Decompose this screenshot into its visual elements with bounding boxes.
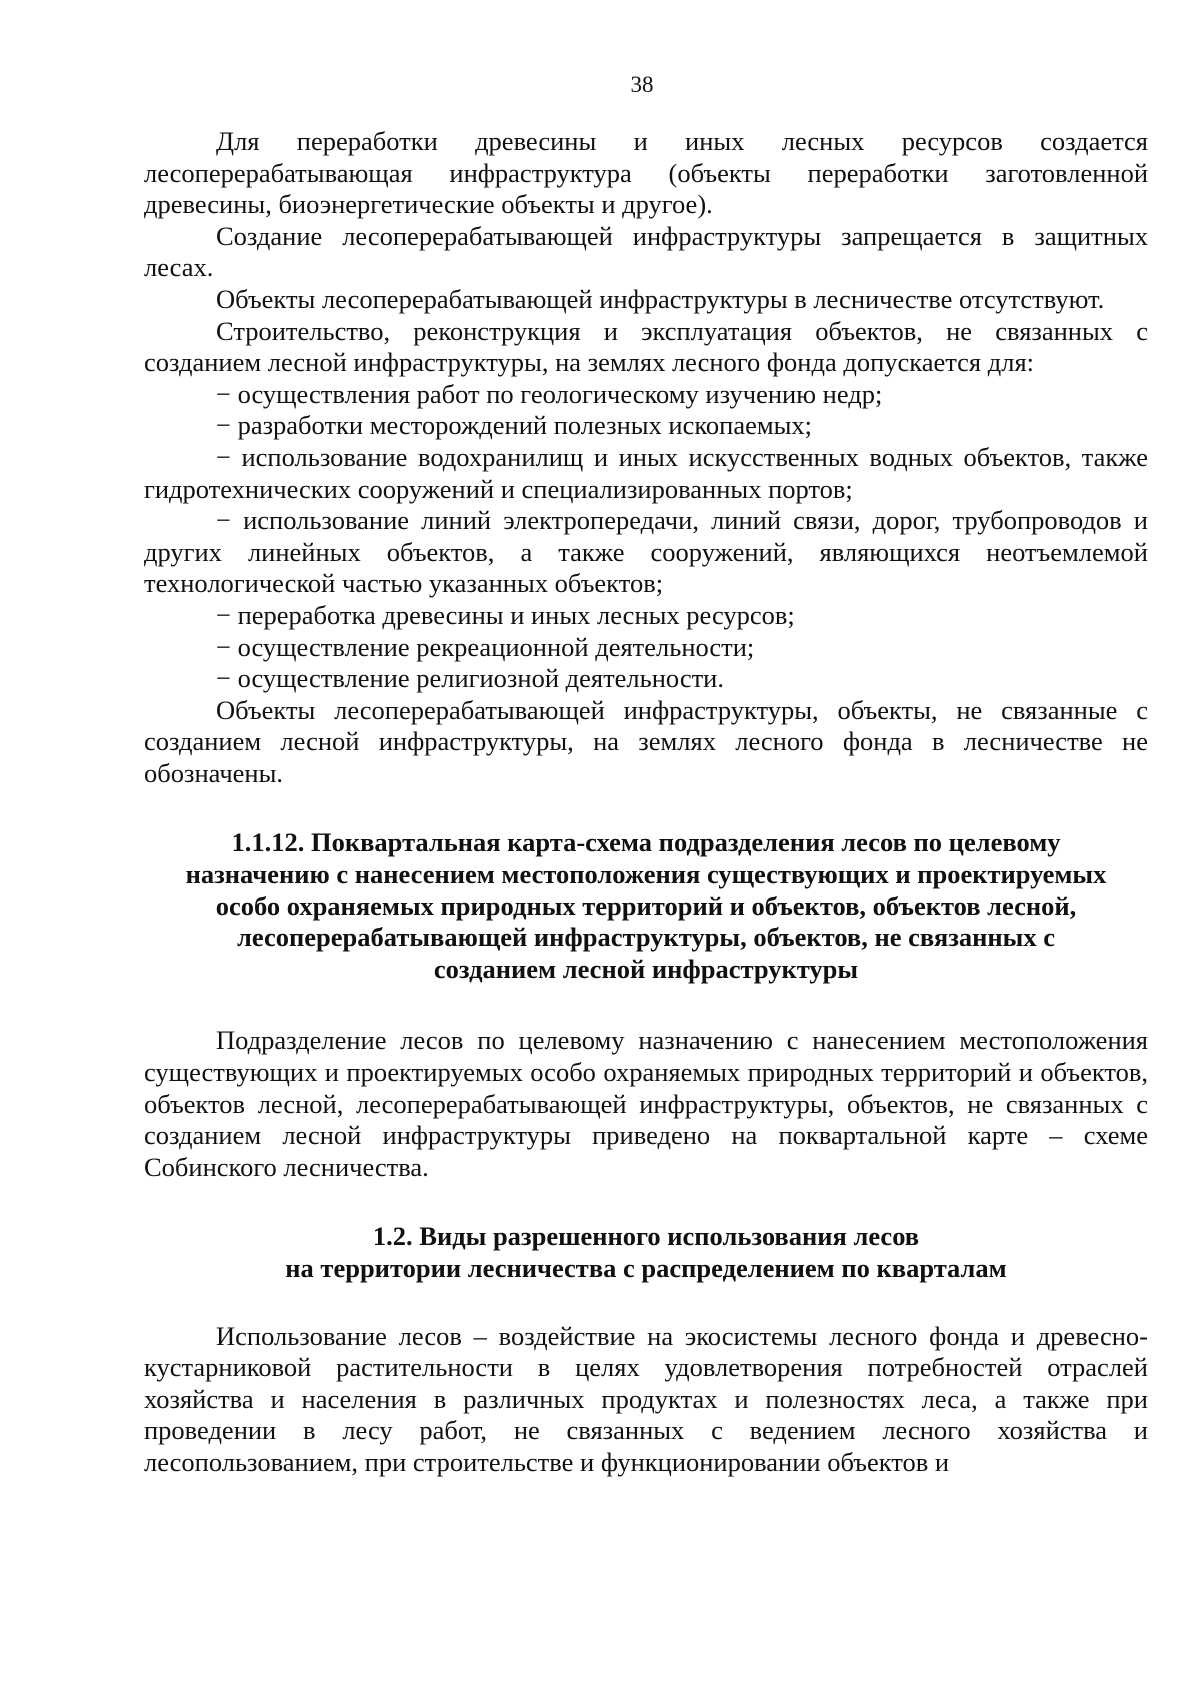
paragraph-absent-objects: Объекты лесоперерабатывающей инфраструктуры в лесничестве отсутствуют. bbox=[216, 283, 1105, 314]
paragraph-map-scheme: Подразделение лесов по целевому назначению с нанесением местоположения существующих и проектируемых особо охраняемых природных территорий и объектов, объектов лесной, лесоперерабатывающей инфраструктуры, объектов, не связанных с созданием лесной инфраструктуры приведено на поквартальной карте – схеме Собинского лесничества. bbox=[144, 1025, 1148, 1182]
list-item: − осуществление религиозной деятельности. bbox=[216, 663, 724, 694]
document-page bbox=[144, 70, 1148, 1479]
heading-line: 1.2. Виды разрешенного использования лесов bbox=[372, 1221, 920, 1252]
heading-line: лесоперерабатывающей инфраструктуры, объектов, не связанных с bbox=[237, 922, 1055, 953]
list-item: − осуществления работ по геологическому изучению недр; bbox=[216, 378, 883, 409]
paragraph-processing-infrastructure: Для переработки древесины и иных лесных ресурсов создается лесоперерабатывающая инфраструктура (объекты переработки заготовленной древесины, биоэнергетические объекты и другое). bbox=[144, 126, 1148, 220]
list-item: − использование водохранилищ и иных искусственных водных объектов, также гидротехнических сооружений и специализированных портов; bbox=[144, 441, 1148, 504]
heading-line: созданием лесной инфраструктуры bbox=[433, 953, 859, 984]
paragraph-not-designated: Объекты лесоперерабатывающей инфраструктуры, объекты, не связанные с созданием лесной инфраструктуры, на землях лесного фонда в лесничестве не обозначены. bbox=[144, 694, 1148, 788]
list-item: − осуществление рекреационной деятельности; bbox=[216, 631, 755, 662]
heading-line: особо охраняемых природных территорий и объектов, объектов лесной, bbox=[215, 890, 1077, 921]
heading-line: 1.1.12. Поквартальная карта-схема подразделения лесов по целевому bbox=[231, 827, 1061, 858]
list-item: − разработки месторождений полезных ископаемых; bbox=[216, 410, 813, 441]
heading-line: на территории лесничества с распределением по кварталам bbox=[285, 1253, 1007, 1283]
paragraph-construction-allowed: Строительство, реконструкция и эксплуатация объектов, не связанных с созданием лесной инфраструктуры, на землях лесного фонда допускается для: bbox=[144, 315, 1148, 378]
paragraph-forest-use-definition: Использование лесов – воздействие на экосистемы лесного фонда и древесно-кустарниковой растительности в целях удовлетворения потребностей отраслей хозяйства и населения в различных продуктах и полезностях леса, а также при проведении в лесу работ, не связанных с ведением лесного хозяйства и лесопользованием, при строительстве и функционировании объектов и bbox=[144, 1320, 1148, 1477]
section-heading-1-1-12 bbox=[144, 827, 1148, 985]
list-item: − использование линий электропередачи, линий связи, дорог, трубопроводов и других линейных объектов, а также сооружений, являющихся неотъемлемой технологической частью указанных объектов; bbox=[144, 505, 1148, 599]
list-item: − переработка древесины и иных лесных ресурсов; bbox=[216, 599, 795, 630]
paragraph-protective-forests: Создание лесоперерабатывающей инфраструктуры запрещается в защитных лесах. bbox=[144, 220, 1148, 283]
page-number: 38 bbox=[630, 72, 654, 97]
section-heading-1-2 bbox=[144, 1221, 1148, 1284]
heading-line: назначению с нанесением местоположения существующих и проектируемых bbox=[185, 859, 1107, 890]
